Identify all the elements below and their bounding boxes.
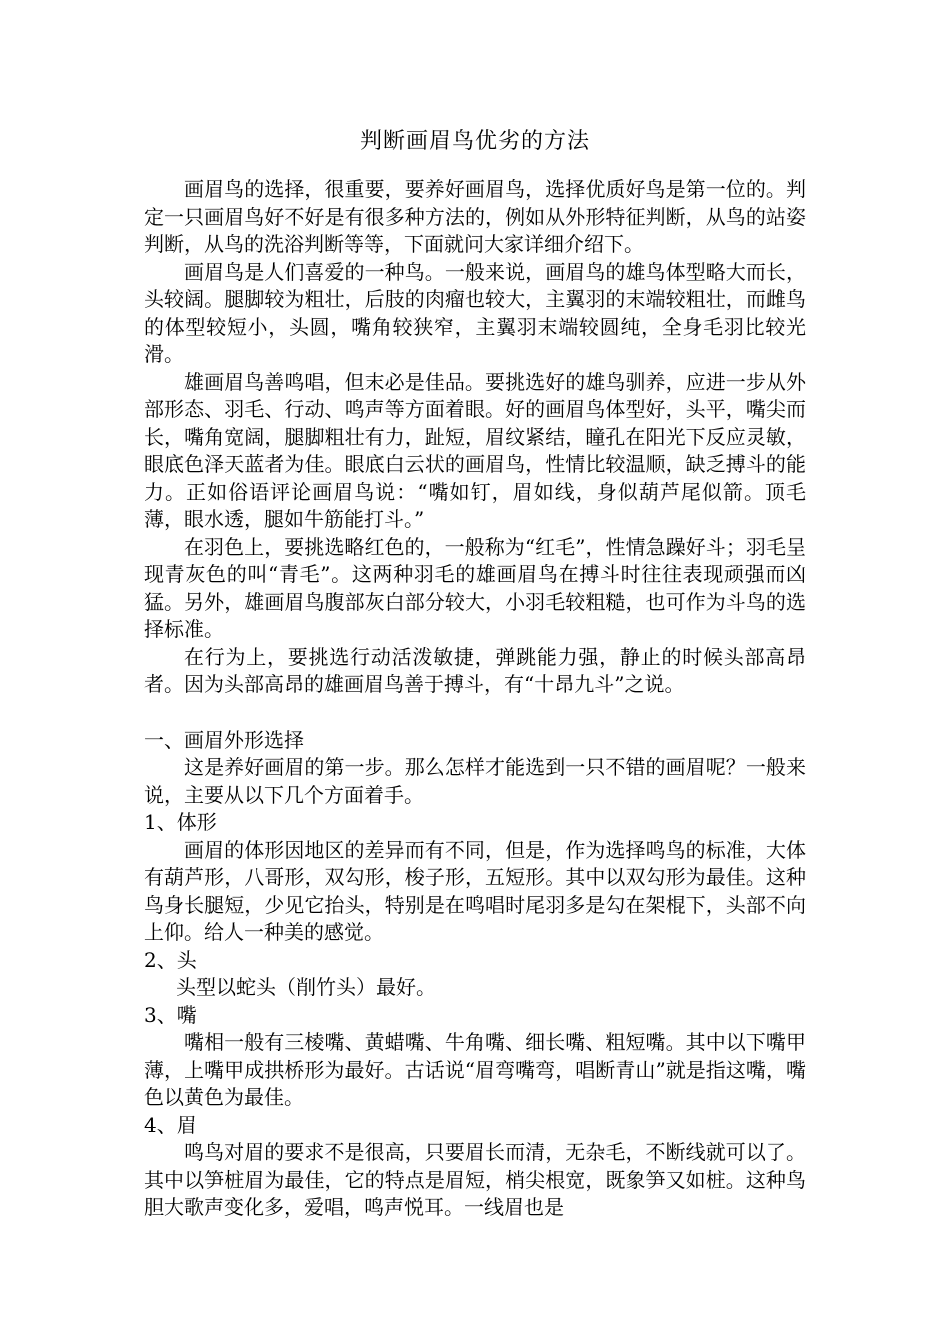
subsection-heading-head: 2、头 [144,947,197,972]
subsection-heading-body-shape: 1、体形 [144,810,217,834]
section-spacer [144,699,806,727]
subsection-text-beak: 嘴相一般有三棱嘴、黄蜡嘴、牛角嘴、细长嘴、粗短嘴。其中以下嘴甲薄，上嘴甲成拱桥形为最好。古话说“眉弯嘴弯，唱断青山”就是指这嘴，嘴色以黄色为最佳。 [144,1030,806,1109]
intro-paragraph-3: 雄画眉鸟善鸣唱，但末必是佳品。要挑选好的雄鸟驯养，应进一步从外部形态、羽毛、行动、鸣声等方面着眼。好的画眉鸟体型好，头平，嘴尖而长，嘴角宽阔，腿脚粗壮有力，趾短，眉纹紧结，瞳孔在阳光下反应灵敏，眼底色泽天蓝者为佳。眼底白云状的画眉鸟，性情比较温顺，缺乏搏斗的能力。正如俗语评论画眉鸟说：“嘴如钉，眉如线，身似葫芦尾似箭。顶毛薄，眼水透，腿如牛筋能打斗。” [144,369,806,531]
subsection-text-head: 头型以蛇头（削竹头）最好。 [176,975,436,999]
intro-paragraph-4: 在羽色上，要挑选略红色的，一般称为“红毛”，性情急躁好斗；羽毛呈现青灰色的叫“青毛”。这两种羽毛的雄画眉鸟在搏斗时往往表现顽强而凶猛。另外，雄画眉鸟腹部灰白部分较大，小羽毛较粗糙，也可作为斗鸟的选择标准。 [144,534,806,641]
document-body [144,176,806,1222]
section-heading-appearance: 一、画眉外形选择 [144,727,304,752]
subsection-text-body-shape: 画眉的体形因地区的差异而有不同，但是，作为选择鸣鸟的标准，大体有葫芦形，八哥形，双勾形，梭子形，五短形。其中以双勾形为最佳。这种鸟身长腿短，少见它抬头，特别是在鸣唱时尾羽多是勾在架棍下，头部不向上仰。给人一种美的感觉。 [144,837,806,944]
subsection-text-brow: 鸣鸟对眉的要求不是很高，只要眉长而清，无杂毛，不断线就可以了。其中以笋桩眉为最佳，它的特点是眉短，梢尖根宽，既象笋又如桩。这种鸟胆大歌声变化多，爱唱，鸣声悦耳。一线眉也是 [144,1140,806,1219]
intro-paragraph-1: 画眉鸟的选择，很重要，要养好画眉鸟，选择优质好鸟是第一位的。判定一只画眉鸟好不好是有很多种方法的，例如从外形特征判断，从鸟的站姿判断，从鸟的洗浴判断等等，下面就问大家详细介绍下。 [144,177,806,256]
intro-paragraph-2: 画眉鸟是人们喜爱的一种鸟。一般来说，画眉鸟的雄鸟体型略大而长，头较阔。腿脚较为粗壮，后肢的肉瘤也较大，主翼羽的末端较粗壮，而雌鸟的体型较短小，头圆，嘴角较狭窄，主翼羽末端较圆纯，全身毛羽比较光滑。 [144,259,806,366]
subsection-heading-brow: 4、眉 [144,1112,197,1137]
subsection-heading-beak: 3、嘴 [144,1002,197,1027]
section-intro-paragraph: 这是养好画眉的第一步。那么怎样才能选到一只不错的画眉呢？一般来说，主要从以下几个方面着手。 [144,755,806,807]
intro-paragraph-5: 在行为上，要挑选行动活泼敏捷，弹跳能力强，静止的时候头部高昂者。因为头部高昂的雄画眉鸟善于搏斗，有“十昂九斗”之说。 [144,644,806,696]
document-title: 判断画眉鸟优劣的方法 [359,129,590,154]
